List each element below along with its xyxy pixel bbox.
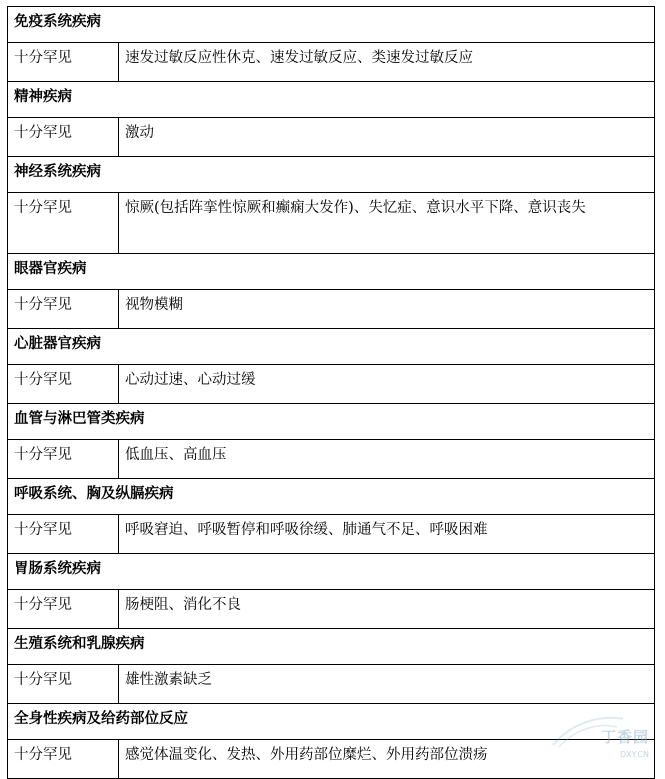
effects-cell: 惊厥(包括阵挛性惊厥和癫痫大发作)、失忆症、意识水平下降、意识丧失 [119, 193, 655, 254]
frequency-cell: 十分罕见 [8, 740, 119, 779]
table-row [8, 590, 655, 629]
adverse-reactions-table [7, 6, 655, 779]
effects-cell: 心动过速、心动过缓 [119, 365, 655, 404]
category-heading: 神经系统疾病 [8, 157, 655, 193]
category-row [8, 7, 655, 43]
effects-cell: 速发过敏反应性休克、速发过敏反应、类速发过敏反应 [119, 43, 655, 82]
frequency-cell: 十分罕见 [8, 515, 119, 554]
frequency-cell: 十分罕见 [8, 43, 119, 82]
category-heading: 胃肠系统疾病 [8, 554, 655, 590]
effects-cell: 激动 [119, 118, 655, 157]
frequency-cell: 十分罕见 [8, 590, 119, 629]
watermark-url: DXY.CN [619, 750, 649, 759]
category-row [8, 82, 655, 118]
table-row [8, 440, 655, 479]
category-heading: 眼器官疾病 [8, 254, 655, 290]
effects-cell: 视物模糊 [119, 290, 655, 329]
table-row [8, 193, 655, 254]
table-row [8, 118, 655, 157]
frequency-cell: 十分罕见 [8, 665, 119, 704]
frequency-cell: 十分罕见 [8, 118, 119, 157]
frequency-cell: 十分罕见 [8, 440, 119, 479]
category-row [8, 554, 655, 590]
table-row [8, 290, 655, 329]
category-heading: 全身性疾病及给药部位反应 [8, 704, 655, 740]
frequency-cell: 十分罕见 [8, 365, 119, 404]
effects-cell: 雄性激素缺乏 [119, 665, 655, 704]
table-row [8, 365, 655, 404]
frequency-cell: 十分罕见 [8, 290, 119, 329]
category-heading: 血管与淋巴管类疾病 [8, 404, 655, 440]
table-row [8, 665, 655, 704]
category-row [8, 157, 655, 193]
watermark-text: 丁香园 [600, 728, 649, 746]
effects-cell: 感觉体温变化、发热、外用药部位糜烂、外用药部位溃疡 [119, 740, 655, 779]
category-heading: 生殖系统和乳腺疾病 [8, 629, 655, 665]
category-heading: 免疫系统疾病 [8, 7, 655, 43]
category-row [8, 629, 655, 665]
category-heading: 呼吸系统、胸及纵膈疾病 [8, 479, 655, 515]
category-row [8, 329, 655, 365]
effects-cell: 肠梗阻、消化不良 [119, 590, 655, 629]
category-row [8, 479, 655, 515]
effects-cell: 呼吸窘迫、呼吸暂停和呼吸徐缓、肺通气不足、呼吸困难 [119, 515, 655, 554]
category-heading: 精神疾病 [8, 82, 655, 118]
category-heading: 心脏器官疾病 [8, 329, 655, 365]
frequency-cell: 十分罕见 [8, 193, 119, 254]
effects-cell: 低血压、高血压 [119, 440, 655, 479]
category-row [8, 404, 655, 440]
table-row [8, 43, 655, 82]
category-row [8, 254, 655, 290]
table-row [8, 515, 655, 554]
